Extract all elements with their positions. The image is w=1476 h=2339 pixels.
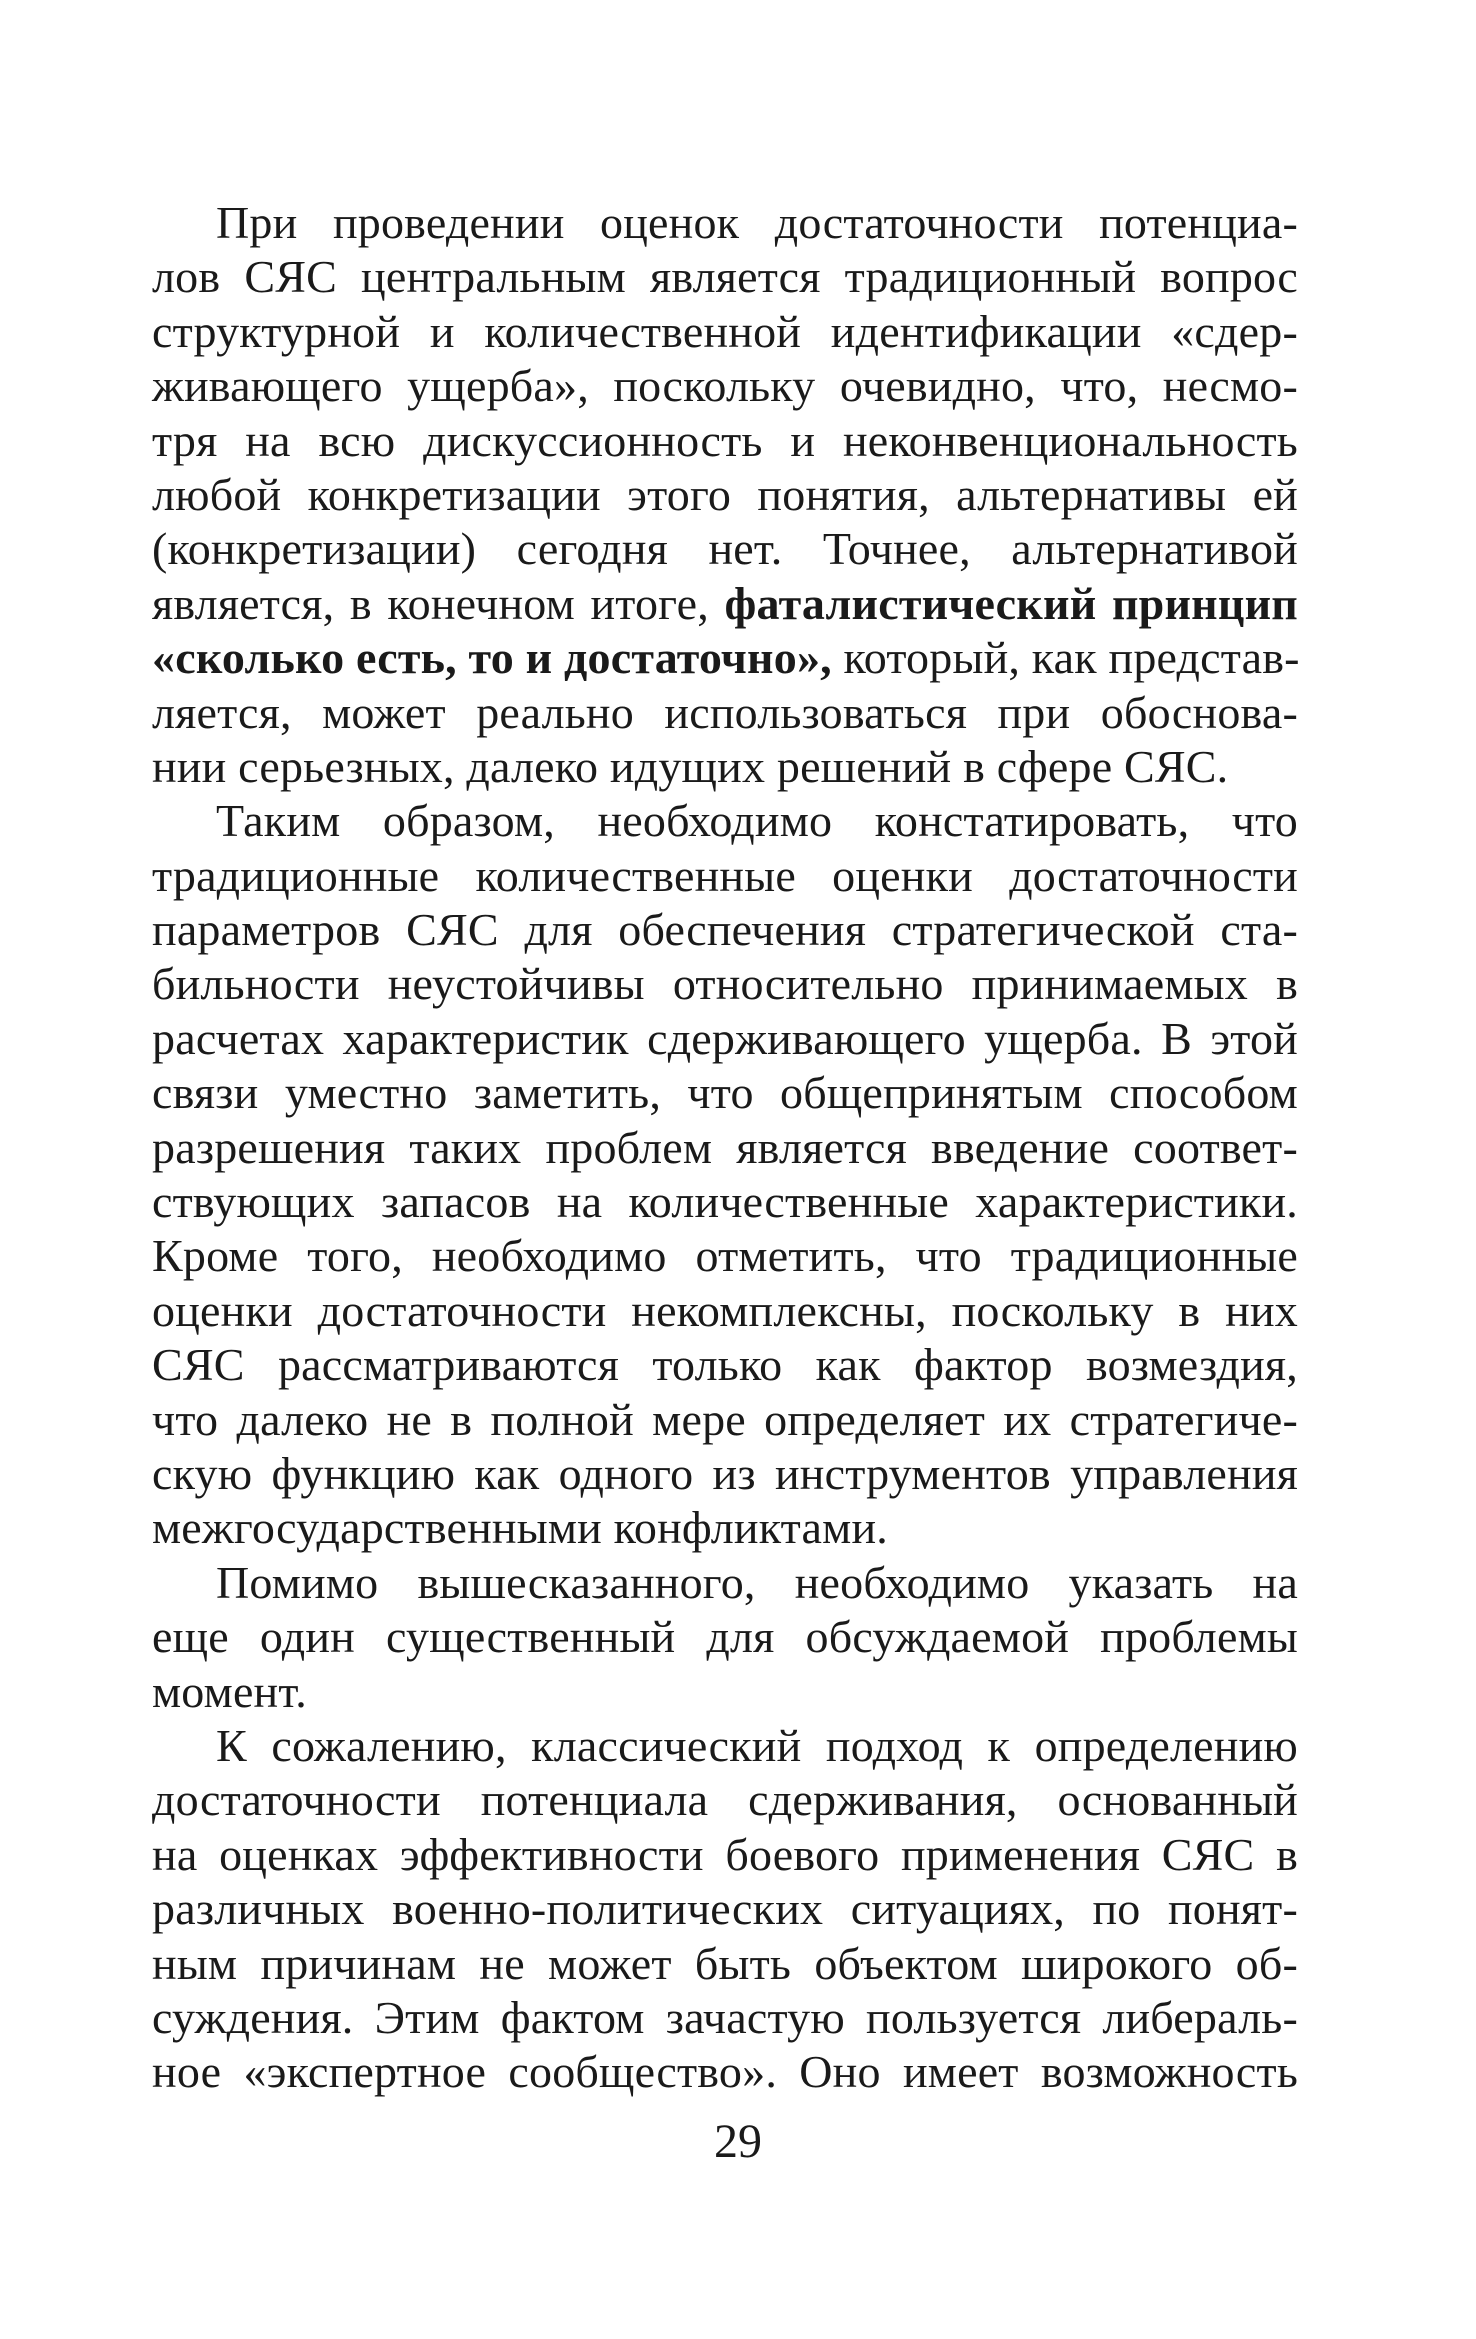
paragraph xyxy=(152,1556,1298,1719)
text-segment: (конкретизации) сегодня нет. Точнее, альтернативой xyxy=(152,523,1298,575)
text-segment: тря на всю дискуссионность и неконвенциональность xyxy=(152,414,1298,466)
text-line xyxy=(152,1773,1298,1827)
bold-text: «сколько есть, то и достаточно», xyxy=(152,632,832,684)
bold-text: фаталистический принцип xyxy=(724,577,1298,629)
text-line xyxy=(152,196,1298,250)
text-segment: любой конкретизации этого понятия, альтернативы ей xyxy=(152,468,1298,520)
text-line xyxy=(152,1066,1298,1120)
text-line xyxy=(152,2045,1298,2099)
text-segment: достаточности потенциала сдерживания, основанный xyxy=(152,1774,1298,1826)
text-segment: Кроме того, необходимо отметить, что традиционные xyxy=(152,1230,1298,1282)
text-segment: на оценках эффективности боевого применения СЯС в xyxy=(152,1828,1298,1880)
text-line xyxy=(152,250,1298,304)
text-segment: ляется, может реально использоваться при обоснова- xyxy=(152,686,1298,738)
text-segment: ствующих запасов на количественные характеристики. xyxy=(152,1176,1298,1228)
text-segment: оценки достаточности некомплексны, поскольку в них xyxy=(152,1284,1298,1336)
text-line xyxy=(152,1229,1298,1283)
text-line xyxy=(152,903,1298,957)
text-segment: ное «экспертное сообщество». Оно имеет возможность xyxy=(152,2046,1298,2098)
text-line xyxy=(152,305,1298,359)
text-segment: При проведении оценок достаточности потенциа- xyxy=(216,197,1298,248)
paragraph xyxy=(152,794,1298,1555)
text-segment: еще один существенный для обсуждаемой проблемы xyxy=(152,1611,1298,1663)
text-segment: что далеко не в полной мере определяет их стратегиче- xyxy=(152,1393,1298,1445)
text-line xyxy=(152,468,1298,522)
text-line xyxy=(152,1991,1298,2045)
text-segment: различных военно-политических ситуациях, по понят- xyxy=(152,1883,1298,1935)
text-segment: который, как представ- xyxy=(831,632,1300,684)
text-line xyxy=(152,1665,1298,1719)
text-segment: традиционные количественные оценки достаточности xyxy=(152,849,1298,901)
text-segment: параметров СЯС для обеспечения стратегической ста- xyxy=(152,904,1298,956)
text-line xyxy=(152,1012,1298,1066)
text-line xyxy=(152,1393,1298,1447)
text-segment: ным причинам не может быть объектом широкого об- xyxy=(152,1937,1298,1989)
text-segment: скую функцию как одного из инструментов управления xyxy=(152,1447,1298,1499)
text-line xyxy=(152,414,1298,468)
text-line xyxy=(152,1501,1298,1555)
text-line xyxy=(152,1338,1298,1392)
text-line xyxy=(152,957,1298,1011)
text-line xyxy=(152,794,1298,848)
text-line xyxy=(152,1447,1298,1501)
text-segment: нии серьезных, далеко идущих решений в сфере СЯС. xyxy=(152,740,1229,792)
text-segment: является, в конечном итоге, xyxy=(152,577,725,629)
text-segment: бильности неустойчивы относительно принимаемых в xyxy=(152,958,1298,1010)
text-line xyxy=(152,740,1298,794)
text-segment: К сожалению, классический подход к определению xyxy=(216,1719,1298,1771)
paragraph xyxy=(152,196,1298,794)
text-line xyxy=(152,1828,1298,1882)
text-line xyxy=(152,1719,1298,1773)
text-segment: разрешения таких проблем является введение соответ- xyxy=(152,1121,1298,1173)
text-line xyxy=(152,1882,1298,1936)
text-line xyxy=(152,1284,1298,1338)
body-text xyxy=(152,196,1298,2100)
text-line xyxy=(152,1121,1298,1175)
text-line xyxy=(152,1937,1298,1991)
text-segment: момент. xyxy=(152,1665,307,1717)
text-segment: межгосударственными конфликтами. xyxy=(152,1502,888,1554)
text-segment: структурной и количественной идентификации «сдер- xyxy=(152,305,1298,357)
text-segment: суждения. Этим фактом зачастую пользуется либераль- xyxy=(152,1991,1298,2043)
text-line xyxy=(152,577,1298,631)
page-number: 29 xyxy=(714,2115,762,2168)
text-segment: Помимо вышесказанного, необходимо указать на xyxy=(216,1556,1298,1608)
text-line xyxy=(152,359,1298,413)
text-line xyxy=(152,1175,1298,1229)
text-segment: СЯС рассматриваются только как фактор возмездия, xyxy=(152,1339,1298,1391)
text-line xyxy=(152,1610,1298,1664)
text-line xyxy=(152,631,1298,685)
text-line xyxy=(152,1556,1298,1610)
paragraph xyxy=(152,1719,1298,2100)
text-line xyxy=(152,522,1298,576)
text-segment: связи уместно заметить, что общепринятым способом xyxy=(152,1067,1298,1119)
text-segment: Таким образом, необходимо констатировать, что xyxy=(216,795,1298,847)
text-line xyxy=(152,849,1298,903)
text-segment: лов СЯС центральным является традиционный вопрос xyxy=(152,251,1298,303)
text-segment: живающего ущерба», поскольку очевидно, что, несмо- xyxy=(152,360,1298,412)
text-segment: расчетах характеристик сдерживающего ущерба. В этой xyxy=(152,1012,1298,1064)
text-line xyxy=(152,686,1298,740)
